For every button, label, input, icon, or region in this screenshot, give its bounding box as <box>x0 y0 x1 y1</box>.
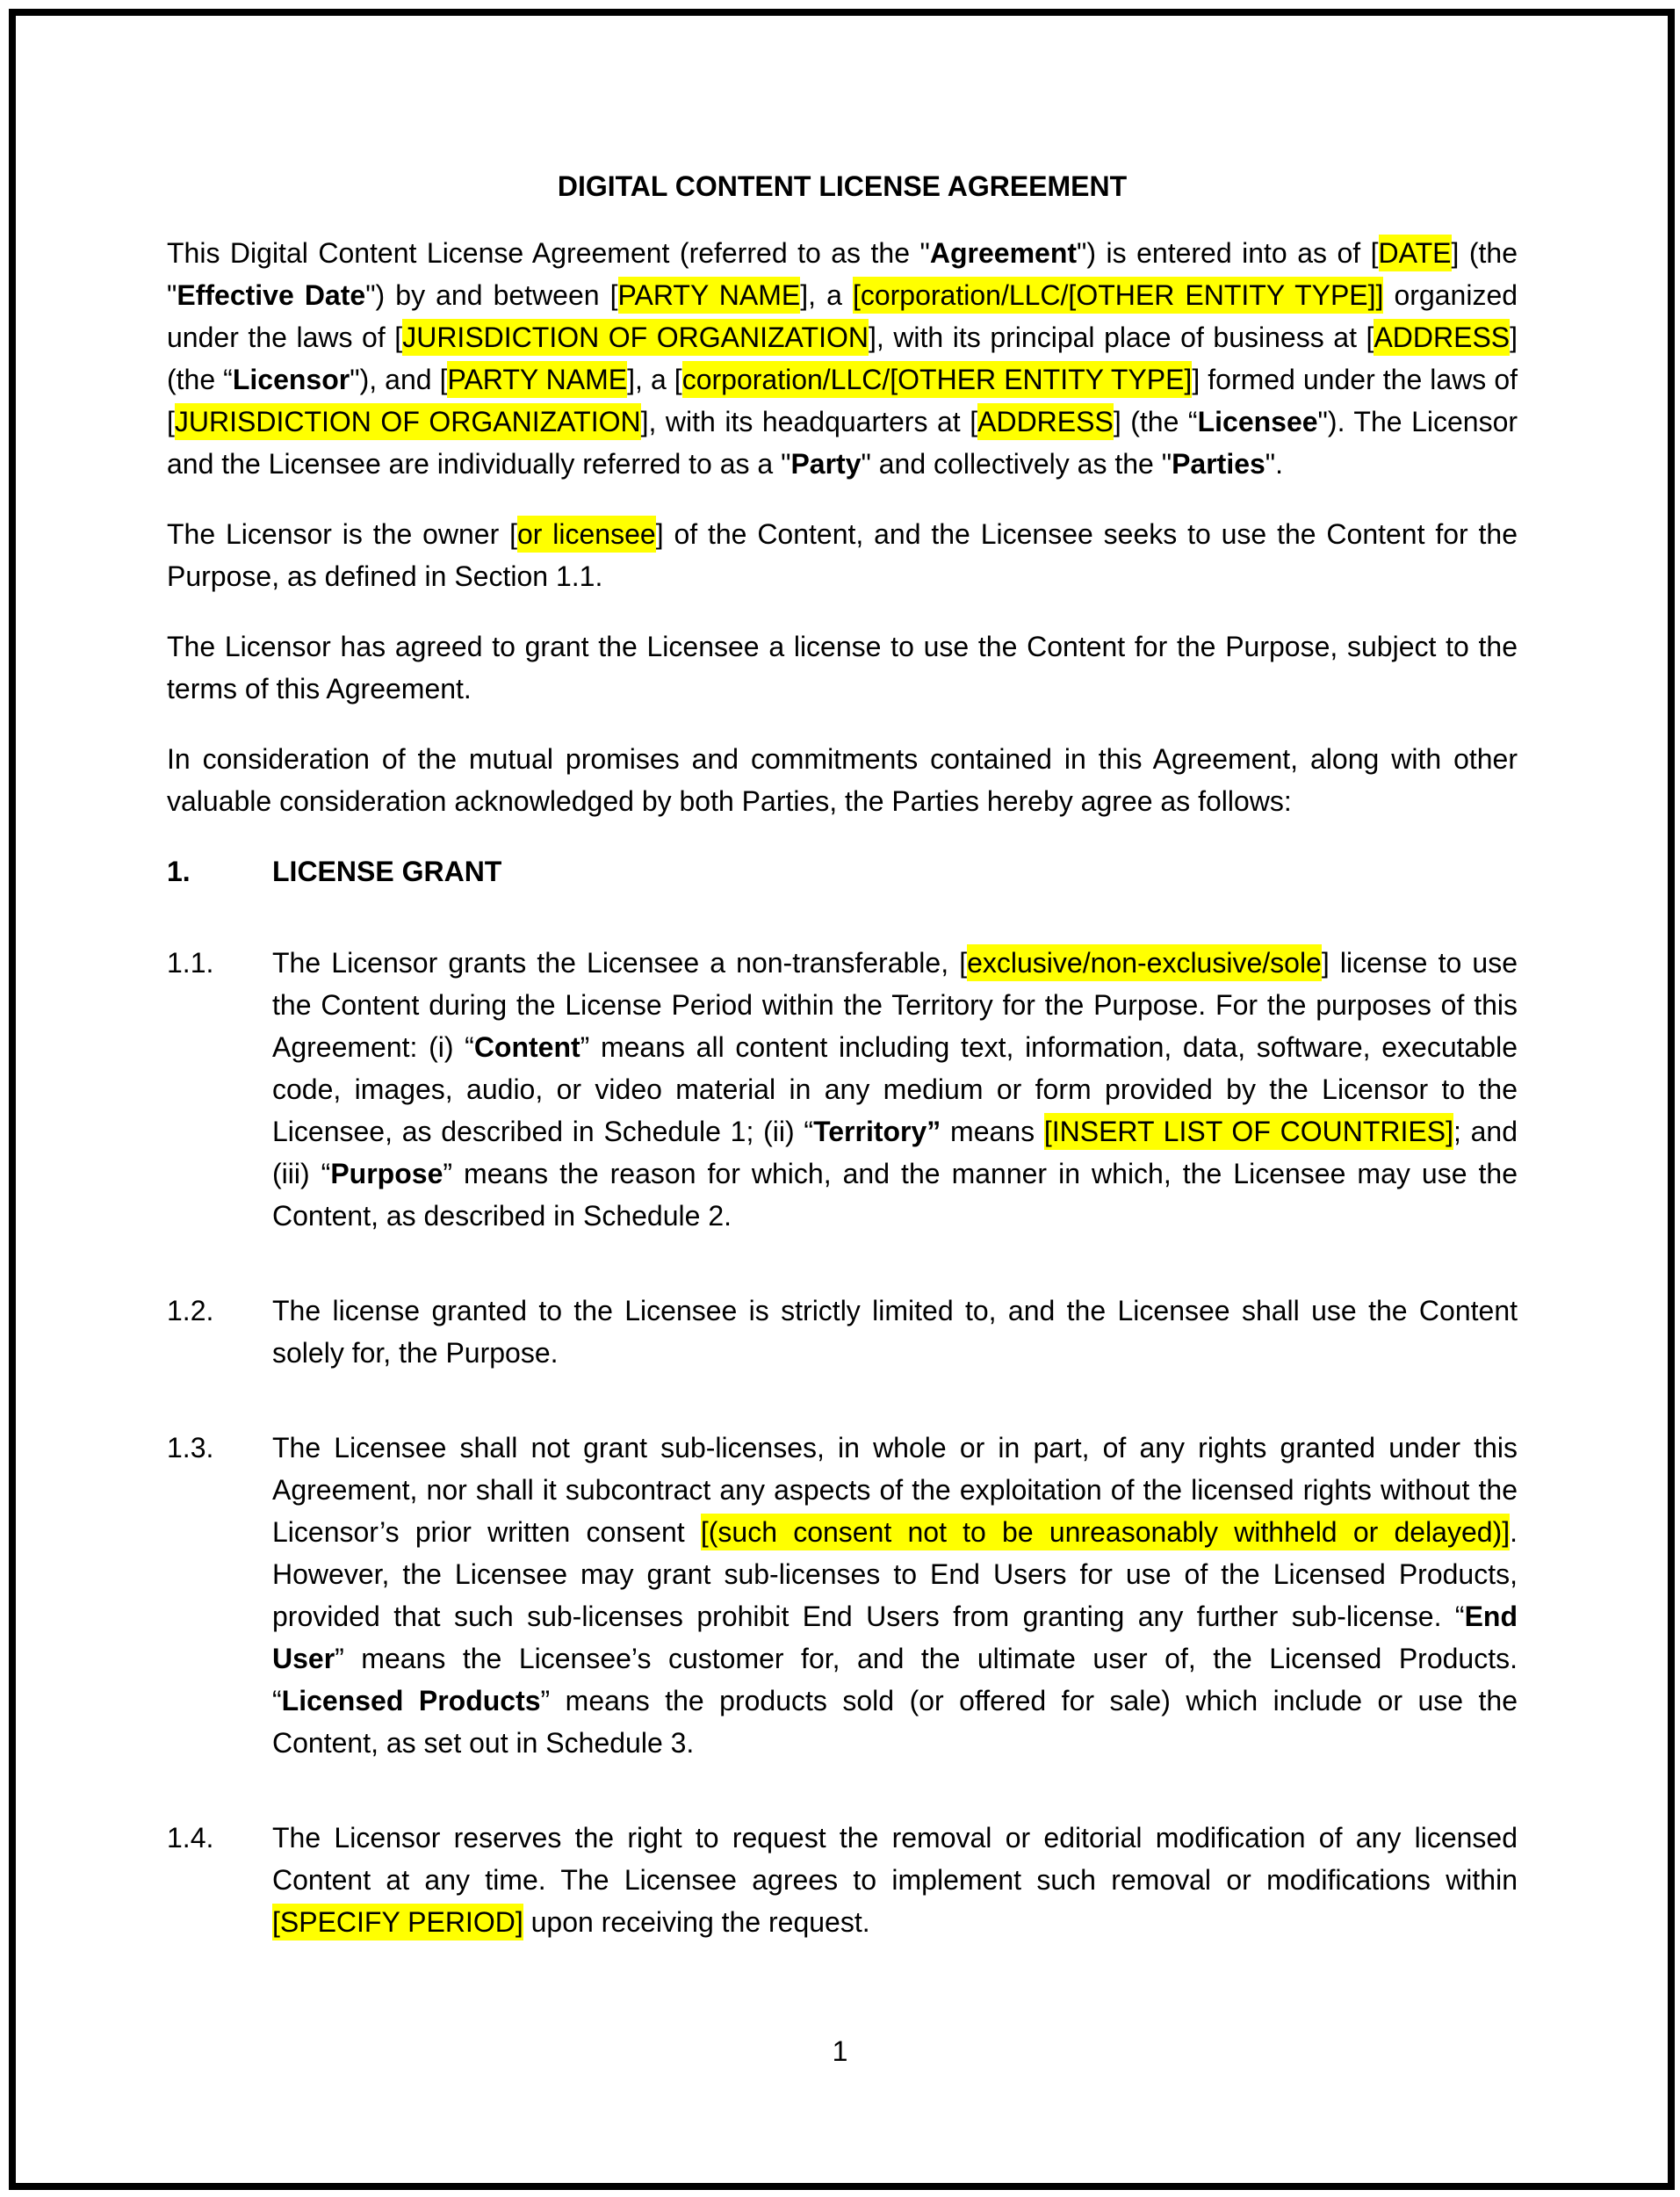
clause-number: 1.4. <box>167 1822 214 1854</box>
document-title: DIGITAL CONTENT LICENSE AGREEMENT <box>557 170 1128 202</box>
clause-text: The license granted to the Licensee is strictly limited to, and the Licensee shall use the Content solely for, the Purpose. <box>272 1295 1518 1369</box>
clause-text: The Licensor grants the Licensee a non-transferable, [exclusive/non-exclusive/sole] license to use the Content during the License Period within the Territory for the Purpose. For the purposes of this Agreement: (i) “Content” means all content including text, information, data, software, executable code, images, audio, or video material in any medium or form provided by the Licensor to the Licensee, as described in Schedule 1; (ii) “Territory” means [INSERT LIST OF COUNTRIES]; and (iii) “Purpose” means the reason for which, and the manner in which, the Licensee may use the Content, as described in Schedule 2. <box>272 942 1518 1237</box>
clause-1-3 <box>167 1427 1518 1764</box>
clause-1-1 <box>167 942 1518 1237</box>
clause-1-4 <box>167 1817 1518 1943</box>
section-heading-row <box>167 850 1518 893</box>
intro-paragraph-1: This Digital Content License Agreement (referred to as the "Agreement") is entered into as of [DATE] (the "Effective Date") by and between [PARTY NAME], a [corporation/LLC/[OTHER ENTITY TYPE]] organized under the laws of [JURISDICTION OF ORGANIZATION], with its principal place of business at [ADDRESS] (the “Licensor"), and [PARTY NAME], a [corporation/LLC/[OTHER ENTITY TYPE]] formed under the laws of [JURISDICTION OF ORGANIZATION], with its headquarters at [ADDRESS] (the “Licensee"). The Licensor and the Licensee are individually referred to as a "Party" and collectively as the "Parties". <box>167 232 1518 485</box>
page-number: 1 <box>832 2035 848 2067</box>
intro-paragraph-3: The Licensor has agreed to grant the Licensee a license to use the Content for the Purpose, subject to the terms of this Agreement. <box>167 631 1518 705</box>
clause-text: The Licensor reserves the right to request the removal or editorial modification of any licensed Content at any time. The Licensee agrees to implement such removal or modifications within [SPECIFY PERIOD] upon receiving the request. <box>272 1817 1518 1943</box>
clause-1-2 <box>167 1290 1518 1374</box>
section-heading: LICENSE GRANT <box>272 856 502 887</box>
clause-number: 1.2. <box>167 1295 214 1326</box>
clause-number: 1.1. <box>167 947 214 979</box>
clause-text: The Licensee shall not grant sub-licenses, in whole or in part, of any rights granted under this Agreement, nor shall it subcontract any aspects of the exploitation of the licensed rights without the Licensor’s prior written consent [(such consent not to be unreasonably withheld or delayed)]. However, the Licensee may grant sub-licenses to End Users for use of the Licensed Products, provided that such sub-licenses prohibit End Users from granting any further sub-license. “End User” means the Licensee’s customer for, and the ultimate user of, the Licensed Products. “Licensed Products” means the products sold (or offered for sale) which include or use the Content, as set out in Schedule 3. <box>272 1432 1518 1759</box>
intro-paragraph-2: The Licensor is the owner [or licensee] of the Content, and the Licensee seeks to use the Content for the Purpose, as defined in Section 1.1. <box>167 513 1518 597</box>
section-number: 1. <box>167 856 191 887</box>
clause-number: 1.3. <box>167 1432 214 1463</box>
document-body <box>167 165 1518 1996</box>
intro-paragraph-4: In consideration of the mutual promises and commitments contained in this Agreement, along with other valuable consideration acknowledged by both Parties, the Parties hereby agree as follows: <box>167 743 1518 817</box>
